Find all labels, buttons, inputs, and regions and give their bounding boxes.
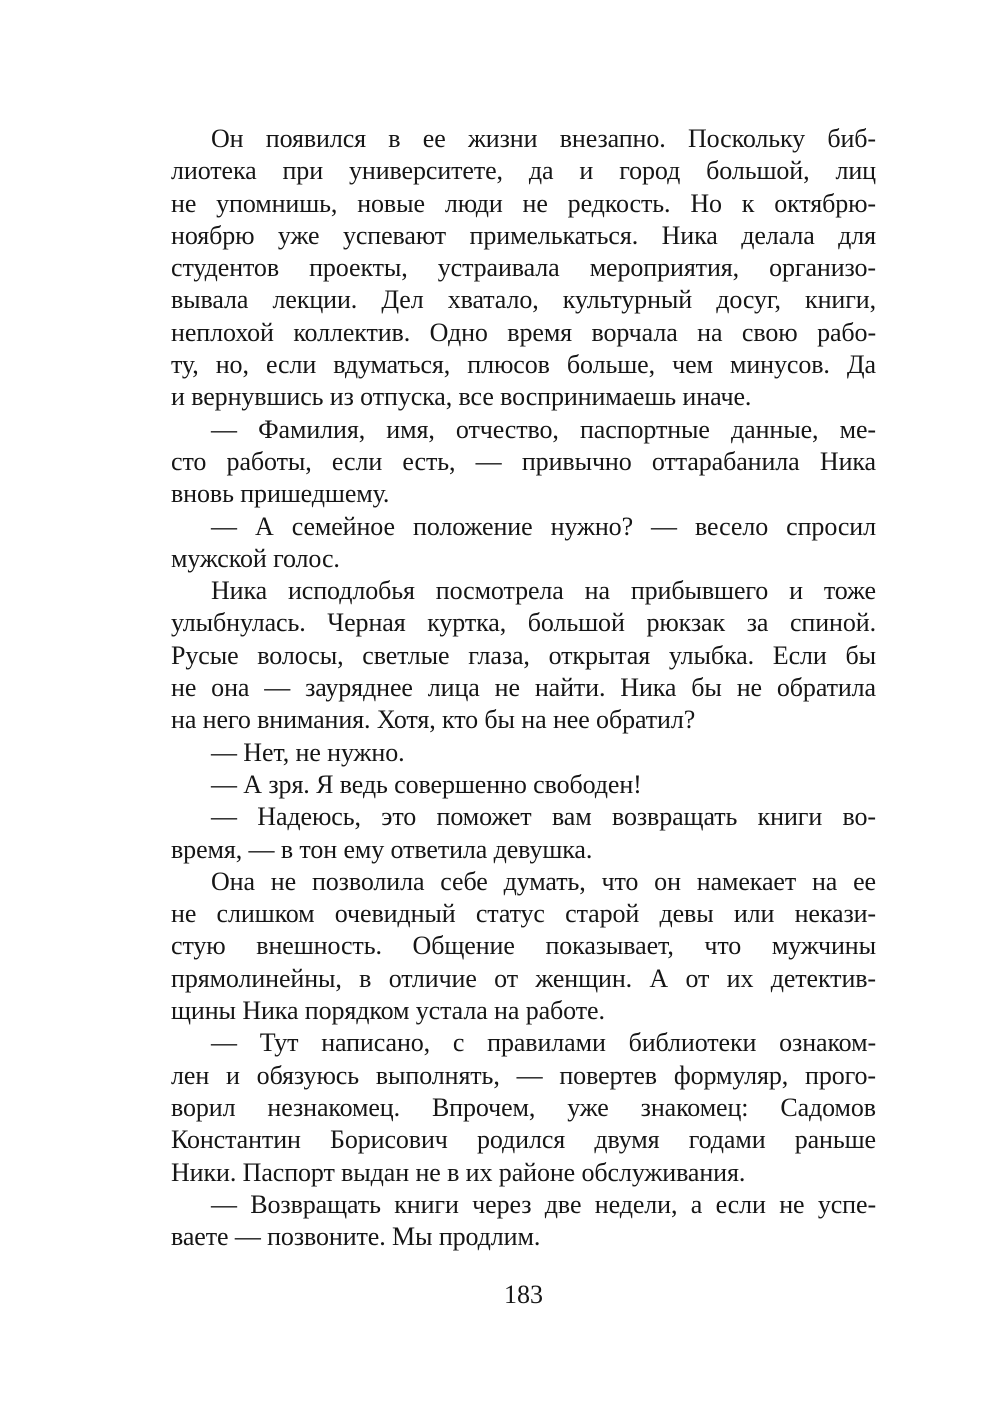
text-line: ноябрю уже успевают примелькаться. Ника делала для xyxy=(171,220,876,250)
text-line: Он появился в ее жизни внезапно. Поскольку биб- xyxy=(211,124,876,153)
text-line: вывала лекции. Дел хватало, культурный досуг, книги, xyxy=(171,285,876,315)
text-line: Она не позволила себе думать, что он намекает на ее xyxy=(211,866,876,896)
text-line: вновь пришедшему. xyxy=(171,479,390,509)
text-line: сто работы, если есть, — привычно оттарабанила Ника xyxy=(171,446,876,476)
paragraph xyxy=(171,511,876,576)
text-line: — Нет, не нужно. xyxy=(211,737,405,767)
text-line: ворил незнакомец. Впрочем, уже знакомец: Садомов xyxy=(171,1092,876,1122)
text-line: — Надеюсь, это поможет вам возвращать книги во- xyxy=(211,802,876,832)
text-line: лиотека при университете, да и город большой, лиц xyxy=(171,156,876,186)
text-line: — Фамилия, имя, отчество, паспортные данные, ме- xyxy=(211,414,876,444)
text-line: ваете — позвоните. Мы продлим. xyxy=(171,1222,541,1252)
paragraph xyxy=(171,866,876,1027)
paragraph xyxy=(171,123,876,414)
text-block xyxy=(171,123,876,1253)
text-line: и вернувшись из отпуска, все воспринимаешь иначе. xyxy=(171,382,752,412)
text-line: время, — в тон ему ответила девушка. xyxy=(171,834,593,864)
text-line: студентов проекты, устраивала мероприятия, организо- xyxy=(171,253,876,283)
text-line: щины Ника порядком устала на работе. xyxy=(171,996,605,1026)
text-line: улыбнулась. Черная куртка, большой рюкзак за спиной. xyxy=(171,608,876,638)
paragraph xyxy=(171,737,876,769)
text-line: Константин Борисович родился двумя годами раньше xyxy=(171,1125,876,1155)
paragraph xyxy=(171,769,876,801)
text-line: — А семейное положение нужно? — весело спросил xyxy=(211,511,876,541)
text-line: не упомнишь, новые люди не редкость. Но к октябрю- xyxy=(171,188,876,218)
text-line: не слишком очевидный статус старой девы или некази- xyxy=(171,899,876,929)
paragraph xyxy=(171,575,876,736)
text-line: Ники. Паспорт выдан не в их районе обслуживания. xyxy=(171,1157,746,1187)
page-number: 183 xyxy=(504,1280,543,1309)
text-line: неплохой коллектив. Одно время ворчала на свою рабо- xyxy=(171,317,876,347)
text-line: на него внимания. Хотя, кто бы на нее обратил? xyxy=(171,705,696,735)
text-line: лен и обязуюсь выполнять, — повертев формуляр, прого- xyxy=(171,1060,876,1090)
text-line: Ника исподлобья посмотрела на прибывшего и тоже xyxy=(211,576,876,606)
text-line: мужской голос. xyxy=(171,543,340,573)
text-line: — Тут написано, с правилами библиотеки ознаком- xyxy=(211,1028,876,1058)
text-line: Русые волосы, светлые глаза, открытая улыбка. Если бы xyxy=(171,640,876,670)
text-line: ту, но, если вдуматься, плюсов больше, чем минусов. Да xyxy=(171,350,876,380)
paragraph xyxy=(171,1027,876,1188)
paragraph xyxy=(171,801,876,866)
text-line: — А зря. Я ведь совершенно свободен! xyxy=(211,769,642,799)
text-line: стую внешность. Общение показывает, что мужчины xyxy=(171,931,876,961)
paragraph xyxy=(171,1189,876,1254)
text-line: — Возвращать книги через две недели, а если не успе- xyxy=(211,1189,876,1219)
text-line: не она — зауряднее лица не найти. Ника бы не обратила xyxy=(171,673,876,703)
paragraph xyxy=(171,414,876,511)
text-line: прямолинейны, в отличие от женщин. А от их детектив- xyxy=(171,963,876,993)
